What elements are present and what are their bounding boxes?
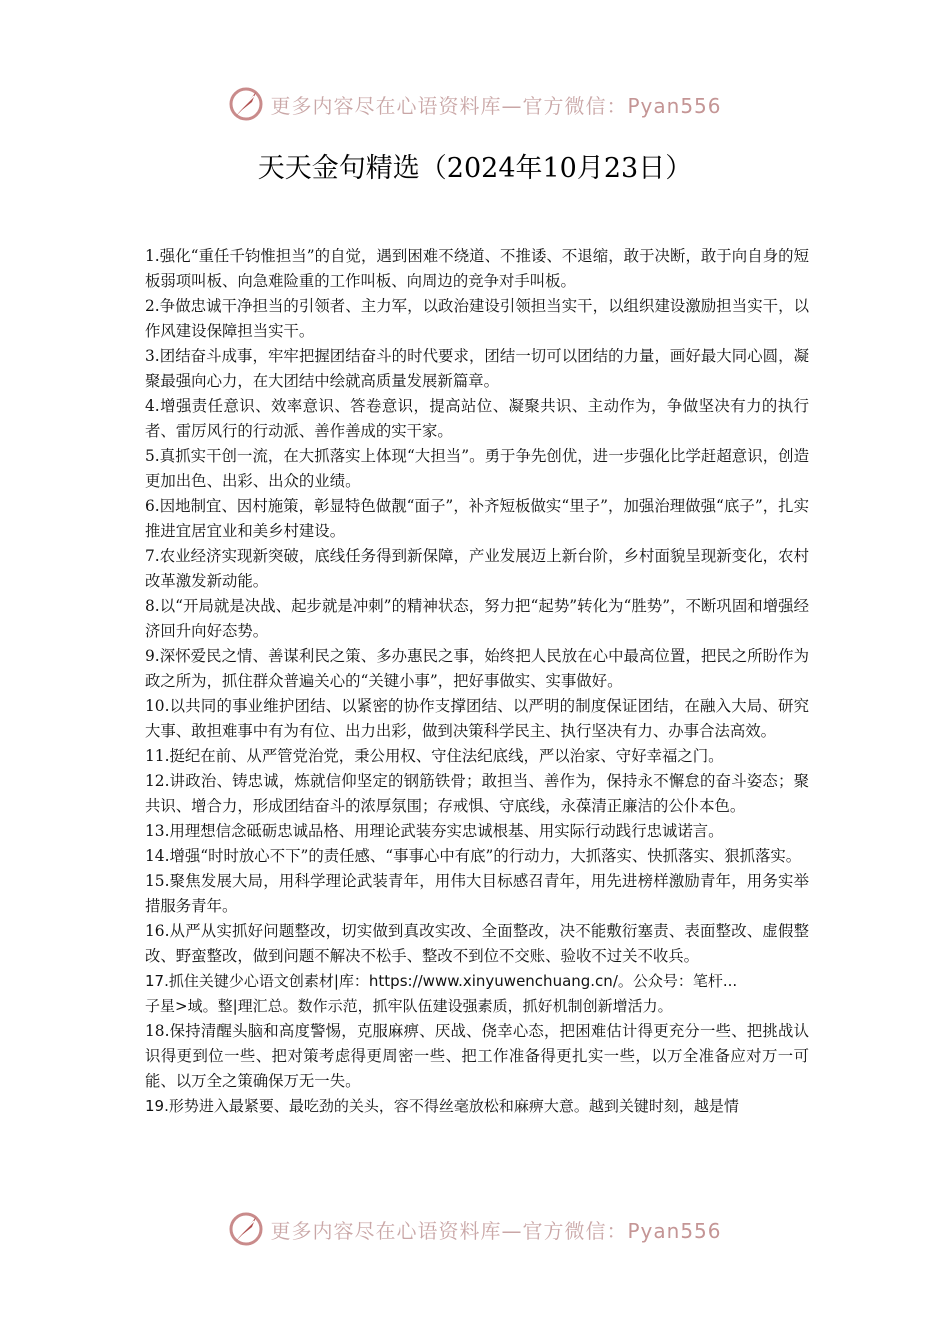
list-item: 12.讲政治、铸忠诚，炼就信仰坚定的钢筋铁骨；敢担当、善作为，保持永不懈怠的奋斗姿态；聚共识、增合力，形成团结奋斗的浓厚氛围；存戒惧、守底线，永葆清正廉洁的公仆本色。 bbox=[145, 772, 809, 815]
list-item: 15.聚焦发展大局，用科学理论武装青年，用伟大目标感召青年，用先进榜样激励青年，用务实举措服务青年。 bbox=[145, 872, 809, 915]
banner-text bbox=[270, 90, 721, 119]
list-item: 4.增强责任意识、效率意识、答卷意识，提高站位、凝聚共识、主动作为，争做坚决有力的执行者、雷厉风行的行动派、善作善成的实干家。 bbox=[145, 397, 809, 440]
list-item: 6.因地制宜、因村施策，彰显特色做靓“面子”，补齐短板做实“里子”，加强治理做强“底子”，扎实推进宜居宜业和美乡村建设。 bbox=[145, 497, 809, 540]
list-item: 18.保持清醒头脑和高度警惕，克服麻痹、厌战、侥幸心态，把困难估计得更充分一些、把挑战认识得更到位一些、把对策考虑得更周密一些、把工作准备得更扎实一些，以万全准备应对万一可能、以万全之策确保万无一失。 bbox=[145, 1022, 809, 1090]
list-item: 13.用理想信念砥砺忠诚品格、用理论武装夯实忠诚根基、用实际行动践行忠诚诺言。 bbox=[145, 822, 724, 840]
list-item: 10.以共同的事业维护团结、以紧密的协作支撑团结、以严明的制度保证团结，在融入大局、研究大事、敢担难事中有为有位、出力出彩，做到决策科学民主、执行坚决有力、办事合法高效。 bbox=[145, 697, 809, 740]
header-banner bbox=[0, 84, 950, 124]
banner-text bbox=[270, 1215, 721, 1244]
list-item: 2.争做忠诚干净担当的引领者、主力军，以政治建设引领担当实干，以组织建设激励担当实干，以作风建设保障担当实干。 bbox=[145, 297, 809, 340]
list-item: 8.以“开局就是决战、起步就是冲刺”的精神状态，努力把“起势”转化为“胜势”，不断巩固和增强经济回升向好态势。 bbox=[145, 597, 809, 640]
footer-banner bbox=[0, 1209, 950, 1249]
banner-brand: Pyan556 bbox=[627, 1218, 722, 1243]
quill-logo-icon bbox=[228, 1211, 264, 1247]
list-item-17-line-1: 17.抓住关键少心语文创素材|库：https://www.xinyuwenchuang.cn/。公众号：笔杆... bbox=[145, 972, 738, 990]
list-item: 5.真抓实干创一流，在大抓落实上体现“大担当”。勇于争先创优，进一步强化比学赶超意识，创造更加出色、出彩、出众的业绩。 bbox=[145, 447, 809, 490]
list-item: 16.从严从实抓好问题整改，切实做到真改实改、全面整改，决不能敷衍塞责、表面整改、虚假整改、野蛮整改，做到问题不解决不松手、整改不到位不交账、验收不过关不收兵。 bbox=[145, 922, 809, 965]
list-item: 3.团结奋斗成事，牢牢把握团结奋斗的时代要求，团结一切可以团结的力量，画好最大同心圆，凝聚最强向心力，在大团结中绘就高质量发展新篇章。 bbox=[145, 347, 809, 390]
banner-main: 更多内容尽在心语资料库—官方微信： bbox=[270, 1218, 628, 1243]
list-item: 9.深怀爱民之情、善谋利民之策、多办惠民之事，始终把人民放在心中最高位置，把民之所盼作为政之所为，抓住群众普遍关心的“关键小事”，把好事做实、实事做好。 bbox=[145, 647, 809, 690]
list-item-17-line-2: 子星>域。整|理汇总。数作示范，抓牢队伍建设强素质，抓好机制创新增活力。 bbox=[145, 997, 673, 1015]
quill-logo-icon bbox=[228, 86, 264, 122]
list-item: 7.农业经济实现新突破，底线任务得到新保障，产业发展迈上新台阶，乡村面貌呈现新变化，农村改革激发新动能。 bbox=[145, 547, 809, 590]
quote-list bbox=[145, 244, 809, 1119]
list-item: 1.强化“重任千钧惟担当”的自觉，遇到困难不绕道、不推诿、不退缩，敢于决断，敢于向自身的短板弱项叫板、向急难险重的工作叫板、向周边的竞争对手叫板。 bbox=[145, 247, 809, 290]
document-title: 天天金句精选（2024年10月23日） bbox=[257, 153, 693, 184]
banner-main: 更多内容尽在心语资料库—官方微信： bbox=[270, 93, 628, 118]
list-item: 11.挺纪在前、从严管党治党，秉公用权、守住法纪底线，严以治家、守好幸福之门。 bbox=[145, 747, 724, 765]
banner-brand: Pyan556 bbox=[627, 93, 722, 118]
list-item: 14.增强“时时放心不下”的责任感、“事事心中有底”的行动力，大抓落实、快抓落实、狠抓落实。 bbox=[145, 847, 802, 865]
list-item-19: 19.形势进入最紧要、最吃劲的关头，容不得丝毫放松和麻痹大意。越到关键时刻，越是情 bbox=[145, 1097, 739, 1115]
